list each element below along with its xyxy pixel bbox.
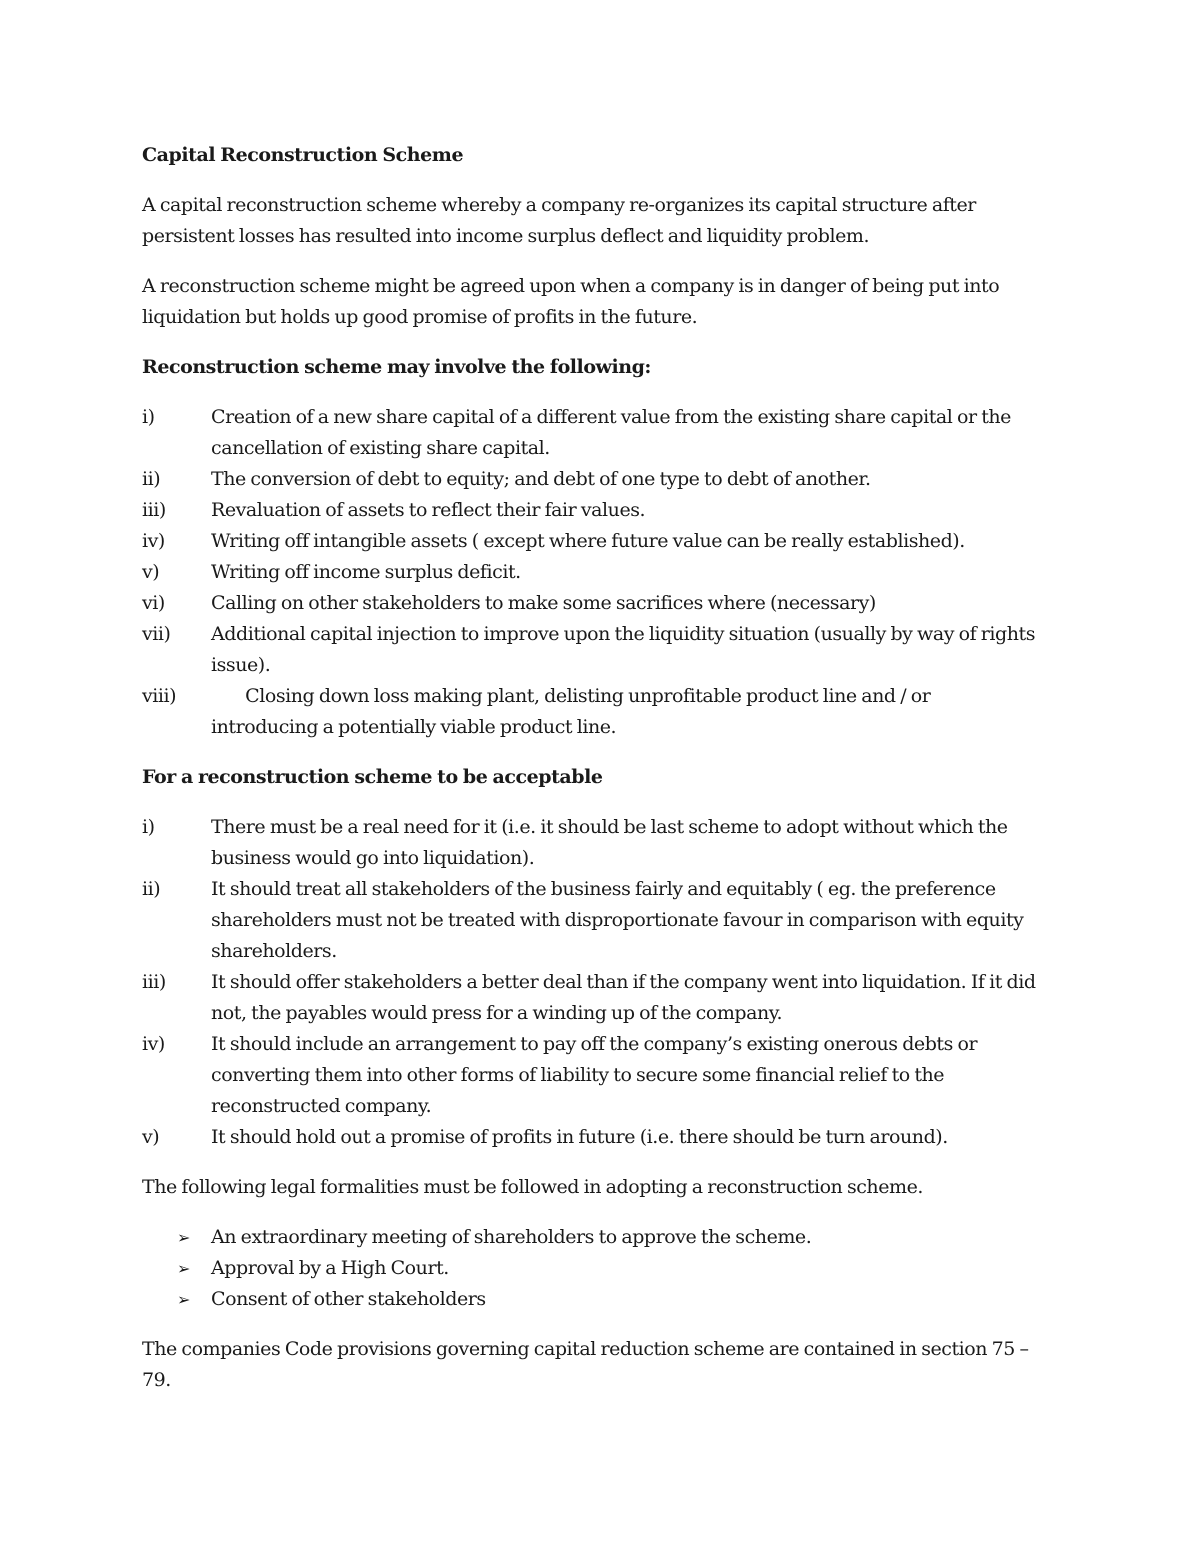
- list-item: [142, 1284, 1057, 1315]
- list-item: [142, 1029, 1057, 1122]
- list-item: [142, 874, 1057, 967]
- list-item-text: It should offer stakeholders a better deal than if the company went into liquidation. If it did not, the payables would press for a winding up of the company.: [211, 971, 1036, 1024]
- list-item-number: ii): [142, 468, 161, 490]
- arrow-bullet-icon: ➢: [177, 1290, 190, 1309]
- acceptable-list: [142, 812, 1057, 1153]
- arrow-bullet-icon: ➢: [177, 1228, 190, 1247]
- list-item-first-line: [142, 681, 1057, 712]
- intro-paragraph-2: A reconstruction scheme might be agreed upon when a company is in danger of being put into liquidation but holds up good promise of profits in the future.: [142, 275, 1000, 328]
- list-item: [142, 967, 1057, 1029]
- list-item-number: v): [142, 561, 160, 583]
- document-title: Capital Reconstruction Scheme: [142, 144, 464, 166]
- list-item-number: iv): [142, 1033, 165, 1055]
- list-item-text: Writing off income surplus deficit.: [211, 561, 521, 583]
- list-item-number: ii): [142, 878, 161, 900]
- list-item: [142, 402, 1057, 464]
- section-heading-acceptable: For a reconstruction scheme to be acceptable: [142, 766, 603, 788]
- list-item-text: It should treat all stakeholders of the business fairly and equitably ( eg. the preference shareholders must not be treated with disproportionate favour in comparison with equity shareholders.: [211, 878, 1024, 962]
- section-heading-involve: Reconstruction scheme may involve the following:: [142, 356, 651, 378]
- involve-list: [142, 402, 1057, 743]
- list-item-text: Revaluation of assets to reflect their fair values.: [211, 499, 646, 521]
- list-item-number: iii): [142, 499, 166, 521]
- list-item-number: i): [142, 406, 155, 428]
- list-item-text: Creation of a new share capital of a different value from the existing share capital or the cancellation of existing share capital.: [211, 406, 1011, 459]
- list-item: [142, 1122, 1057, 1153]
- list-item: [142, 1222, 1057, 1253]
- list-item: [142, 619, 1057, 681]
- list-item-continuation: introducing a potentially viable product line.: [211, 716, 617, 738]
- list-item: [142, 812, 1057, 874]
- list-item: [142, 495, 1057, 526]
- legal-intro: The following legal formalities must be followed in adopting a reconstruction scheme.: [142, 1176, 923, 1198]
- list-item-number: viii): [142, 685, 177, 707]
- intro-paragraph-1: A capital reconstruction scheme whereby a company re-organizes its capital structure after persistent losses has resulted into income surplus deflect and liquidity problem.: [142, 194, 976, 247]
- list-item-text: Consent of other stakeholders: [211, 1288, 486, 1310]
- list-item-number: iii): [142, 971, 166, 993]
- list-item-number: vii): [142, 623, 171, 645]
- list-item-text: Writing off intangible assets ( except where future value can be really established).: [211, 530, 965, 552]
- list-item-number: v): [142, 1126, 160, 1148]
- list-item-number: iv): [142, 530, 165, 552]
- list-item-text: There must be a real need for it (i.e. it should be last scheme to adopt without which the business would go into liquidation).: [211, 816, 1008, 869]
- arrow-bullet-icon: ➢: [177, 1259, 190, 1278]
- list-item-text: It should include an arrangement to pay off the company’s existing onerous debts or converting them into other forms of liability to secure some financial relief to the reconstructed company.: [211, 1033, 978, 1117]
- legal-formalities-list: [142, 1222, 1057, 1315]
- closing-paragraph: The companies Code provisions governing capital reduction scheme are contained in section 75 – 79.: [142, 1338, 1029, 1391]
- list-item-number: i): [142, 816, 155, 838]
- list-item-text: An extraordinary meeting of shareholders to approve the scheme.: [211, 1226, 812, 1248]
- list-item-text: Approval by a High Court.: [211, 1257, 449, 1279]
- list-item: [142, 557, 1057, 588]
- list-item: [142, 464, 1057, 495]
- document-page: [142, 140, 1057, 1415]
- list-item-number: vi): [142, 592, 165, 614]
- list-item-text: Calling on other stakeholders to make some sacrifices where (necessary): [211, 592, 876, 614]
- list-item-text: Closing down loss making plant, delisting unprofitable product line and / or: [245, 685, 931, 707]
- list-item-text: Additional capital injection to improve upon the liquidity situation (usually by way of rights issue).: [211, 623, 1036, 676]
- list-item: [142, 588, 1057, 619]
- list-item: [142, 526, 1057, 557]
- list-item: [142, 1253, 1057, 1284]
- list-item: [142, 681, 1057, 743]
- list-item-text: It should hold out a promise of profits in future (i.e. there should be turn around).: [211, 1126, 948, 1148]
- list-item-text: The conversion of debt to equity; and debt of one type to debt of another.: [211, 468, 871, 490]
